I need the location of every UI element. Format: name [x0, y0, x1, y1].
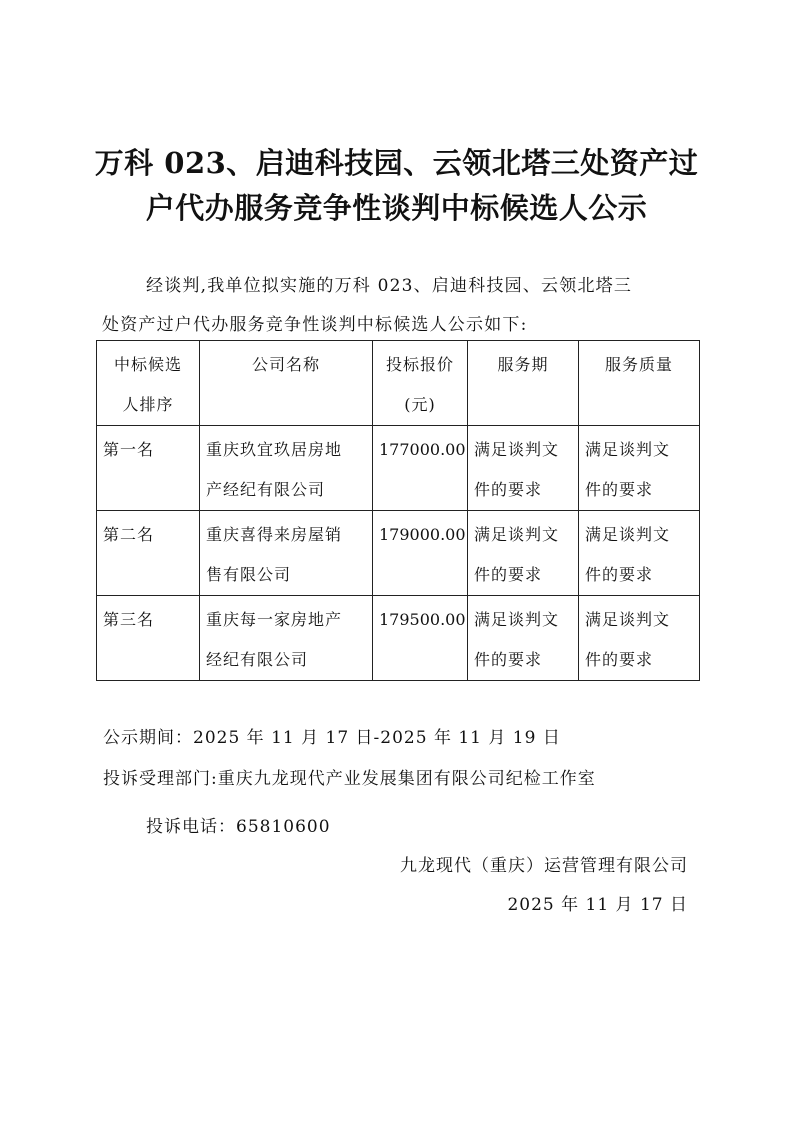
- header-company: [200, 341, 373, 426]
- cell-service-quality-line-1: 满足谈判文: [585, 525, 671, 544]
- table-row: [97, 426, 700, 511]
- intro-paragraph-line-2: 处资产过户代办服务竞争性谈判中标候选人公示如下:: [102, 315, 528, 335]
- complaint-phone: 投诉电话：65810600: [146, 817, 331, 837]
- header-company-label: 公司名称: [251, 355, 320, 374]
- cell-rank: 第三名: [97, 596, 200, 681]
- cell-company-line-2: 产经纪有限公司: [206, 480, 326, 499]
- cell-service-quality-line-2: 件的要求: [585, 650, 654, 669]
- cell-company: [200, 426, 373, 511]
- cell-service-period-line-2: 件的要求: [474, 565, 543, 584]
- header-price: [373, 341, 468, 426]
- header-rank-line-1: 中标候选: [113, 355, 182, 374]
- cell-rank: 第二名: [97, 511, 200, 596]
- cell-service-period: [468, 511, 579, 596]
- cell-service-quality-line-2: 件的要求: [585, 565, 654, 584]
- cell-service-quality: [579, 511, 700, 596]
- header-service-quality: [579, 341, 700, 426]
- cell-price: 179500.00: [373, 596, 468, 681]
- cell-service-quality: [579, 596, 700, 681]
- cell-service-period-line-1: 满足谈判文: [474, 525, 560, 544]
- header-rank-line-2: 人排序: [122, 395, 174, 414]
- cell-company: [200, 511, 373, 596]
- cell-service-period: [468, 426, 579, 511]
- cell-price: 177000.00: [373, 426, 468, 511]
- cell-company-line-2: 售有限公司: [206, 565, 292, 584]
- cell-service-quality-line-1: 满足谈判文: [585, 610, 671, 629]
- candidates-table: [96, 340, 700, 681]
- cell-service-quality: [579, 426, 700, 511]
- cell-service-period-line-1: 满足谈判文: [474, 440, 560, 459]
- issue-date: 2025 年 11 月 17 日: [507, 895, 688, 915]
- cell-service-period-line-2: 件的要求: [474, 480, 543, 499]
- intro-paragraph-line-1: 经谈判,我单位拟实施的万科 023、启迪科技园、云领北塔三: [146, 276, 633, 296]
- header-service-period-label: 服务期: [497, 355, 549, 374]
- cell-company-line-1: 重庆玖宜玖居房地: [206, 440, 343, 459]
- table-row: [97, 596, 700, 681]
- cell-service-period-line-1: 满足谈判文: [474, 610, 560, 629]
- header-price-line-2: (元): [404, 395, 436, 414]
- cell-company-line-2: 经纪有限公司: [206, 650, 309, 669]
- table-header-row: [97, 341, 700, 426]
- complaint-department: 投诉受理部门:重庆九龙现代产业发展集团有限公司纪检工作室: [103, 769, 596, 789]
- header-service-period: [468, 341, 579, 426]
- cell-service-period: [468, 596, 579, 681]
- cell-company-line-1: 重庆喜得来房屋销: [206, 525, 343, 544]
- cell-price: 179000.00: [373, 511, 468, 596]
- cell-service-period-line-2: 件的要求: [474, 650, 543, 669]
- table-row: [97, 511, 700, 596]
- header-price-line-1: 投标报价: [385, 355, 454, 374]
- cell-service-quality-line-2: 件的要求: [585, 480, 654, 499]
- cell-company: [200, 596, 373, 681]
- header-rank: [97, 341, 200, 426]
- cell-company-line-1: 重庆每一家房地产: [206, 610, 343, 629]
- cell-rank: 第一名: [97, 426, 200, 511]
- issuer-name: 九龙现代（重庆）运营管理有限公司: [400, 856, 688, 876]
- page-title-line-2: 户代办服务竞争性谈判中标候选人公示: [145, 191, 648, 225]
- cell-service-quality-line-1: 满足谈判文: [585, 440, 671, 459]
- announcement-period: 公示期间：2025 年 11 月 17 日-2025 年 11 月 19 日: [103, 728, 561, 748]
- page-title-line-1: 万科 023、启迪科技园、云领北塔三处资产过: [94, 146, 699, 180]
- header-service-quality-label: 服务质量: [604, 355, 673, 374]
